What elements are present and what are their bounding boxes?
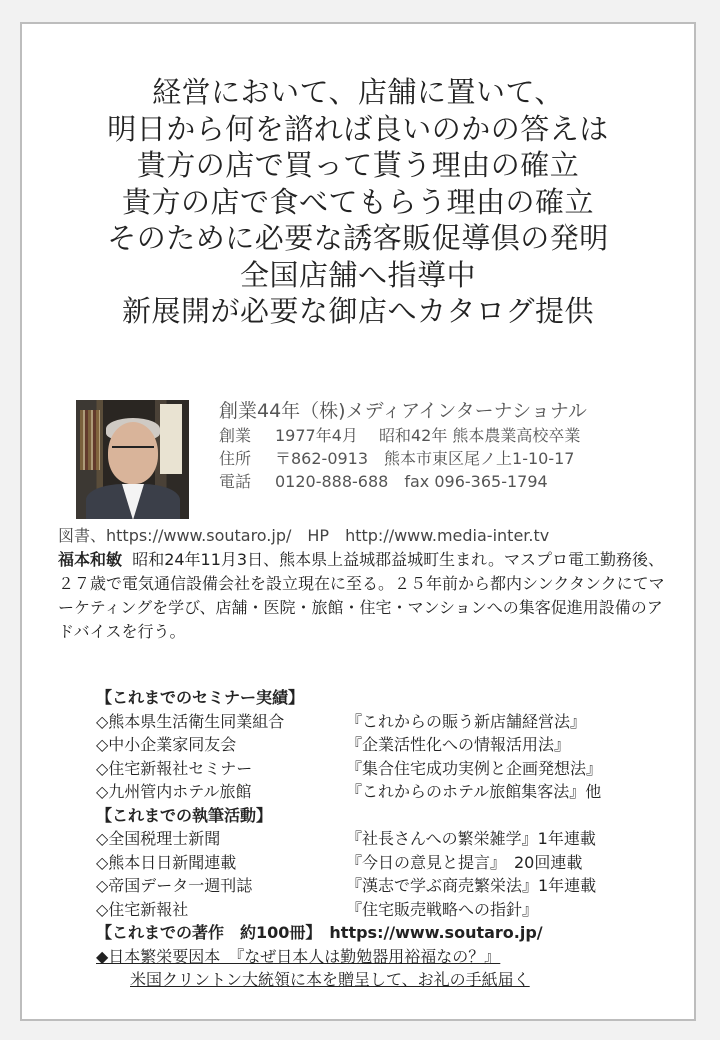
info-row-phone bbox=[219, 470, 587, 493]
writing-org: ◇帝国データ一週刊誌 bbox=[96, 876, 253, 895]
flyer-card bbox=[20, 22, 696, 1021]
bio-paragraph bbox=[58, 548, 678, 644]
author-name: 福本和敏 bbox=[58, 550, 123, 569]
bio-section bbox=[58, 524, 678, 644]
homepage-url: http://www.media-inter.tv bbox=[345, 526, 550, 545]
info-value: 〒862-0913 熊本市東区尾ノ上1-10-17 bbox=[275, 449, 575, 468]
info-value: 1977年4月 昭和42年 熊本農業高校卒業 bbox=[275, 426, 581, 445]
writing-item bbox=[96, 898, 602, 922]
writing-title: 『社長さんへの繁栄雑学』1年連載 bbox=[346, 829, 596, 848]
bio-text: 昭和24年11月3日、熊本県上益城郡益城町生まれ。マスプロ電工勤務後、２７歳で電気通信設備会社を設立現在に至る。２５年前から都内シンクタンクにてマーケティングを学び、店舗・医院・旅館・住宅・マンションへの集客促進用設備のアドバイスを行う。 bbox=[58, 550, 665, 641]
writing-org: ◇熊本日日新聞連載 bbox=[96, 852, 237, 872]
headline bbox=[22, 74, 694, 330]
info-key: 創業 bbox=[219, 426, 252, 445]
seminar-item bbox=[96, 710, 602, 734]
writing-org: ◇全国税理士新聞 bbox=[96, 829, 221, 848]
company-name: 創業44年（株)メディアインターナショナル bbox=[219, 400, 587, 422]
info-row-address bbox=[219, 447, 587, 470]
featured-book-link[interactable]: ◆日本繁栄要因本 『なぜ日本人は勤勉器用裕福なの？』 bbox=[96, 946, 501, 966]
url-line bbox=[58, 524, 678, 548]
writing-item bbox=[96, 874, 602, 898]
info-row-founded bbox=[219, 424, 587, 447]
seminar-org: ◇住宅新報社セミナー bbox=[96, 758, 253, 778]
seminar-item bbox=[96, 780, 602, 804]
info-key: 電話 bbox=[219, 472, 252, 491]
seminar-title: 『これからの賑う新店舗経営法』 bbox=[346, 711, 587, 731]
seminar-title: 『集合住宅成功実例と企画発想法』 bbox=[346, 758, 603, 778]
seminar-item bbox=[96, 757, 602, 781]
headline-line: そのために必要な誘客販促導倶の発明 bbox=[107, 221, 609, 255]
headline-line: 貴方の店で食べてもらう理由の確立 bbox=[121, 184, 594, 219]
writing-item bbox=[96, 851, 602, 875]
seminar-title: 『これからのホテル旅館集客法』他 bbox=[346, 782, 602, 801]
seminar-org: ◇九州管内ホテル旅館 bbox=[96, 782, 252, 801]
seminar-title: 『企業活性化への情報活用法』 bbox=[346, 735, 571, 754]
company-info bbox=[219, 398, 587, 493]
headline-line: 全国店舗へ指導中 bbox=[239, 257, 476, 292]
writing-header: 【これまでの執筆活動】 bbox=[96, 805, 273, 825]
info-value: 0120-888-688 fax 096-365-1794 bbox=[275, 472, 548, 491]
headline-line: 貴方の店で買って貰う理由の確立 bbox=[136, 148, 580, 182]
writing-title: 『今日の意見と提言』 20回連載 bbox=[346, 852, 583, 872]
writing-org: ◇住宅新報社 bbox=[96, 899, 189, 919]
headline-line: 経営において、店舗に置いて、 bbox=[152, 75, 564, 109]
seminar-org: ◇中小企業家同友会 bbox=[96, 735, 237, 754]
info-key: 住所 bbox=[219, 449, 252, 468]
headline-line: 明日から何を諮れば良いのかの答えは bbox=[107, 111, 609, 146]
achievements bbox=[96, 686, 602, 992]
writing-title: 『漢志で学ぶ商売繁栄法』1年連載 bbox=[346, 876, 597, 895]
profile-block bbox=[76, 400, 676, 518]
books-url-text: 図書、https://www.soutaro.jp/ HP bbox=[58, 526, 330, 545]
writing-title: 『住宅販売戦略への指針』 bbox=[346, 899, 539, 919]
seminars-header: 【これまでのセミナー実績】 bbox=[96, 688, 305, 707]
seminar-org: ◇熊本県生活衛生同業組合 bbox=[96, 711, 285, 731]
writing-item bbox=[96, 827, 602, 851]
clinton-letter-link[interactable]: 米国クリントン大統領に本を贈呈して、お礼の手紙届く bbox=[130, 970, 530, 989]
seminar-item bbox=[96, 733, 602, 757]
headline-line: 新展開が必要な御店へカタログ提供 bbox=[121, 294, 594, 328]
books-header: 【これまでの著作 約100冊】 https://www.soutaro.jp/ bbox=[96, 923, 543, 942]
portrait-photo bbox=[76, 400, 189, 519]
